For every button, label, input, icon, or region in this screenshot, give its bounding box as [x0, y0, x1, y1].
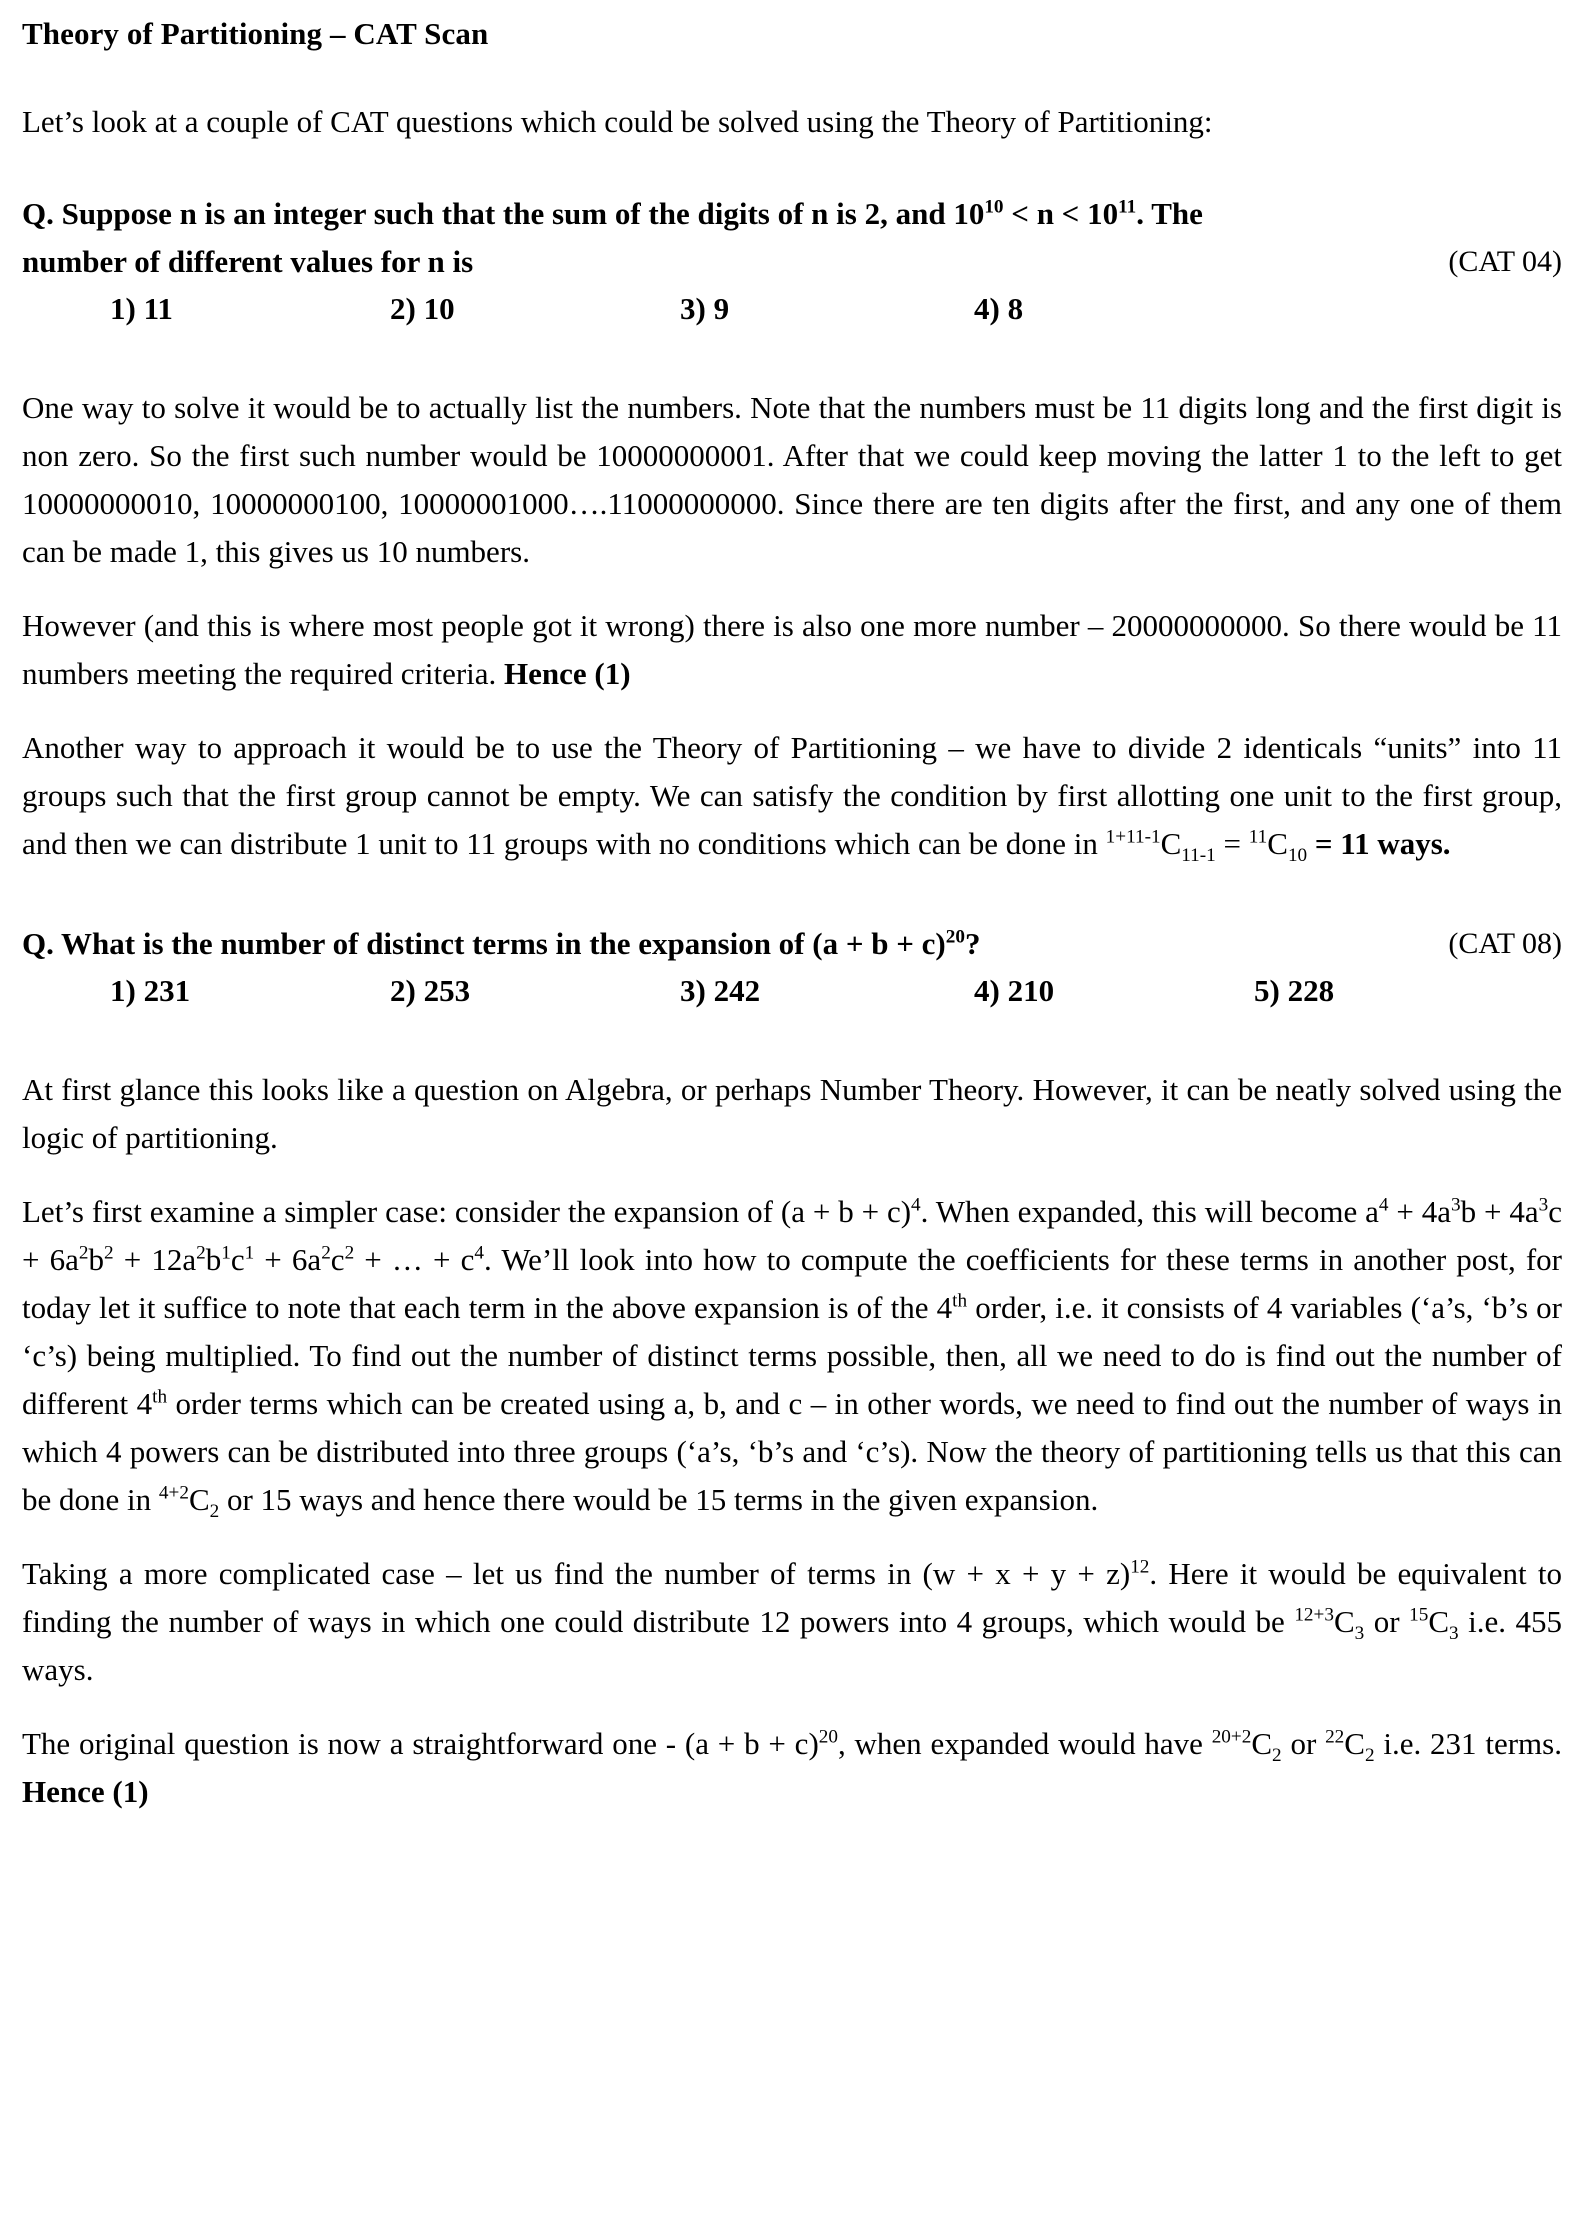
simpler-case-j: + 6a — [254, 1242, 322, 1277]
final-answer-b: , when expanded would have — [837, 1726, 1212, 1761]
simpler-case-d: b + 4a — [1460, 1194, 1539, 1229]
spacer — [22, 1162, 1562, 1188]
simpler-case-i: c — [230, 1242, 245, 1277]
combination-base: C — [1267, 826, 1288, 861]
spacer — [22, 1014, 1562, 1066]
spacer — [22, 1524, 1562, 1550]
spacer — [22, 868, 1562, 920]
combination-base: C — [1428, 1604, 1449, 1639]
combination-subscript: 3 — [1354, 1623, 1365, 1645]
simpler-case-p: or 15 ways and hence there would be 15 terms in the given expansion. — [219, 1482, 1099, 1517]
ordinal-suffix: th — [152, 1386, 168, 1408]
exponent: 3 — [1451, 1194, 1461, 1216]
combination-expression-5 — [1409, 1604, 1459, 1645]
simpler-case-a: Let’s first examine a simpler case: consider the expansion of (a + b + c) — [22, 1194, 912, 1229]
paragraph-simpler-case — [22, 1188, 1562, 1524]
exponent: 1 — [244, 1242, 255, 1264]
combination-expression-1 — [1105, 826, 1216, 867]
intro-paragraph: Let’s look at a couple of CAT questions which could be solved using the Theory of Partitioning: — [22, 104, 1213, 139]
option-4[interactable]: 4) 210 — [974, 973, 1055, 1008]
question-1-suffix: . The — [1136, 196, 1203, 231]
combination-expression-7 — [1325, 1726, 1375, 1767]
spacer — [22, 1694, 1562, 1720]
combination-superscript: 20+2 — [1211, 1726, 1252, 1748]
simpler-case-e: c + 6a — [22, 1194, 1562, 1277]
option-4[interactable]: 4) 8 — [974, 291, 1024, 326]
combination-superscript: 22 — [1325, 1726, 1345, 1748]
complicated-case-a: Taking a more complicated case – let us find the number of terms in (w + x + y + z) — [22, 1556, 1131, 1591]
exponent: 2 — [321, 1242, 331, 1264]
paragraph-final-answer — [22, 1720, 1562, 1816]
exponent: 1 — [221, 1242, 231, 1264]
ordinal-suffix: th — [952, 1290, 968, 1312]
combination-superscript: 11 — [1248, 826, 1268, 848]
combination-subscript: 2 — [209, 1501, 220, 1523]
question-1 — [22, 190, 1562, 286]
combination-subscript: 2 — [1272, 1745, 1282, 1767]
exponent: 2 — [78, 1242, 89, 1264]
complicated-case-b: . Here it would be equivalent to finding the number of ways in which one could distribute 12 powers into 4 groups, which would be — [22, 1556, 1562, 1639]
question-1-source: (CAT 04) — [1448, 245, 1562, 278]
exponent: 20 — [818, 1726, 838, 1748]
combination-superscript: 12+3 — [1294, 1604, 1334, 1626]
simpler-case-m: . We’ll look into how to compute the coefficients for these terms in another post, for today let it suffice to note that each term in the above expansion is of the 4 — [22, 1242, 1562, 1325]
spacer — [22, 332, 1562, 384]
document-content — [22, 14, 1562, 1816]
paragraph-partitioning-text: Another way to approach it would be to use the Theory of Partitioning – we have to divide 2 identicals “units” into 11 groups such that the first group cannot be empty. We can satisfy the condition by first allotting one unit to the first group, and then we can distribute 1 unit to 11 groups with no conditions which can be done in — [22, 730, 1562, 861]
combination-base: C — [188, 1482, 210, 1517]
simpler-case-k: c — [330, 1242, 345, 1277]
exponent: 2 — [196, 1242, 206, 1264]
combination-expression-4 — [1294, 1604, 1365, 1645]
simpler-case-l: + … + c — [354, 1242, 475, 1277]
combination-expression-3 — [158, 1482, 220, 1523]
combination-subscript: 11-1 — [1181, 845, 1216, 867]
equals-sign: = — [1215, 826, 1249, 861]
exponent: 2 — [103, 1242, 114, 1264]
exponent: 2 — [344, 1242, 355, 1264]
spacer — [22, 576, 1562, 602]
paragraph-partitioning-approach — [22, 724, 1562, 868]
complicated-case-c: or — [1364, 1604, 1410, 1639]
paragraph-extra-number-text: However (and this is where most people got it wrong) there is also one more number – 20000000000. So there would be 11 numbers meeting the required criteria. — [22, 608, 1562, 691]
option-2[interactable]: 2) 10 — [390, 291, 455, 326]
simpler-case-b: . When expanded, this will become a — [920, 1194, 1379, 1229]
exponent: 12 — [1130, 1556, 1150, 1578]
spacer — [22, 54, 1562, 98]
simpler-case-c: + 4a — [1388, 1194, 1451, 1229]
paragraph-extra-number — [22, 602, 1562, 698]
exponent-10: 10 — [984, 196, 1004, 218]
exponent: 4 — [1378, 1194, 1389, 1216]
combination-subscript: 2 — [1364, 1745, 1375, 1767]
combination-subscript: 10 — [1287, 845, 1308, 867]
option-3[interactable]: 3) 9 — [680, 291, 730, 326]
combination-base: C — [1160, 826, 1182, 861]
exponent: 4 — [474, 1242, 485, 1264]
simpler-case-f: b — [88, 1242, 104, 1277]
exponent-11: 11 — [1118, 196, 1137, 218]
question-2-options — [22, 968, 1562, 1014]
question-1-mid: < n < 10 — [1003, 196, 1119, 231]
question-2-source: (CAT 08) — [1448, 927, 1562, 960]
question-2 — [22, 920, 1562, 968]
combination-result: = 11 ways. — [1307, 826, 1451, 861]
paragraph-complicated-case — [22, 1550, 1562, 1694]
paragraph-first-glance: At first glance this looks like a question on Algebra, or perhaps Number Theory. However, it can be neatly solved using the logic of partitioning. — [22, 1072, 1562, 1155]
exponent: 4 — [911, 1194, 921, 1216]
exponent: 3 — [1538, 1194, 1549, 1216]
option-1[interactable]: 1) 231 — [110, 973, 191, 1008]
final-answer-c: or — [1281, 1726, 1326, 1761]
combination-base: C — [1344, 1726, 1365, 1761]
spacer — [22, 146, 1562, 190]
simpler-case-o: order terms which can be created using a, b, and c – in other words, we need to find out the number of ways in which 4 powers can be distributed into three groups (‘a’s, ‘b’s and ‘c’s). Now the theory of partitioning tells us that this can be done in — [22, 1386, 1562, 1517]
question-2-text: Q. What is the number of distinct terms in the expansion of (a + b + c) — [22, 926, 946, 961]
question-1-options — [22, 286, 1562, 332]
option-5[interactable]: 5) 228 — [1254, 973, 1335, 1008]
question-1-line2 — [22, 238, 1562, 286]
exponent-20: 20 — [945, 926, 965, 948]
hence-1-answer-final: Hence (1) — [22, 1774, 149, 1809]
question-2-suffix: ? — [964, 926, 981, 961]
simpler-case-n: order, i.e. it consists of 4 variables (‘a’s, ‘b’s or ‘c’s) being multiplied. To find out the number of distinct terms possible, then, all we need to do is find out the number of different 4 — [22, 1290, 1562, 1421]
combination-base: C — [1333, 1604, 1355, 1639]
paragraph-listing-approach: One way to solve it would be to actually list the numbers. Note that the numbers must be 11 digits long and the first digit is non zero. So the first such number would be 10000000001. After that we could keep moving the latter 1 to the left to get 10000000010, 10000000100, 10000001000….11000000000. Since there are ten digits after the first, and any one of them can be made 1, this gives us 10 numbers. — [22, 390, 1562, 569]
combination-superscript: 15 — [1409, 1604, 1429, 1626]
final-answer-a: The original question is now a straightforward one - (a + b + c) — [22, 1726, 819, 1761]
combination-base: C — [1251, 1726, 1273, 1761]
simpler-case-g: + 12a — [113, 1242, 197, 1277]
option-1[interactable]: 1) 11 — [110, 291, 173, 326]
combination-expression-6 — [1211, 1726, 1282, 1767]
option-2[interactable]: 2) 253 — [390, 973, 471, 1008]
question-1-text: Q. Suppose n is an integer such that the sum of the digits of n is 2, and 10 — [22, 196, 985, 231]
combination-superscript: 4+2 — [158, 1482, 189, 1504]
combination-subscript: 3 — [1449, 1623, 1459, 1645]
complicated-case-d: i.e. 455 ways. — [22, 1604, 1562, 1687]
combination-expression-2 — [1248, 826, 1308, 867]
simpler-case-h: b — [205, 1242, 222, 1277]
page-title: Theory of Partitioning – CAT Scan — [22, 16, 489, 51]
spacer — [22, 698, 1562, 724]
option-3[interactable]: 3) 242 — [680, 973, 761, 1008]
final-answer-d: i.e. 231 terms. — [1374, 1726, 1562, 1761]
combination-superscript: 1+11-1 — [1105, 826, 1161, 848]
question-1-line2-text: number of different values for n is — [22, 244, 474, 279]
hence-1-answer: Hence (1) — [504, 656, 631, 691]
